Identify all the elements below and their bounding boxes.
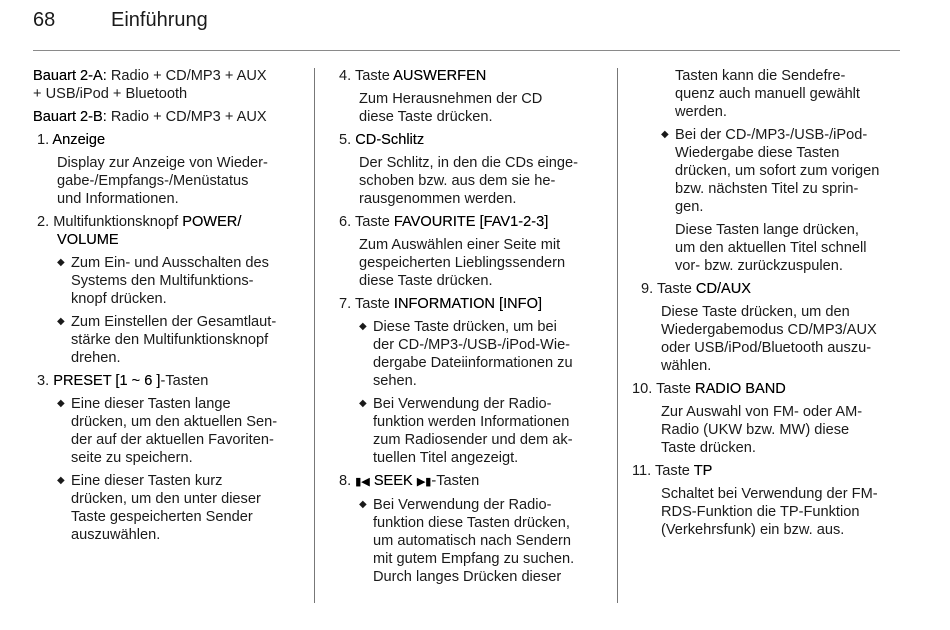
skip-forward-icon: ▶▮ — [416, 476, 432, 488]
bullet-item — [339, 496, 609, 586]
text-line: quenz auch manuell gewählt — [675, 86, 860, 102]
text-line: Wiedergabe diese Tasten — [675, 145, 840, 161]
bullet-item — [33, 254, 303, 308]
text-line: Radio (UKW bzw. MW) diese — [661, 422, 850, 438]
column-3 — [632, 67, 907, 544]
text-line: funktion werden Informationen — [373, 414, 570, 430]
item-title: CD-Schlitz — [355, 132, 425, 148]
item-number: 8. — [339, 473, 352, 489]
item-title: FAVOURITE [FAV1-2-3] — [393, 214, 549, 230]
text-line: auszuwählen. — [71, 527, 161, 543]
text-line: -Tasten — [160, 373, 209, 389]
bullet-paragraph — [632, 221, 907, 275]
text-line: drehen. — [71, 350, 121, 366]
bauart-a-text: Radio + CD/MP3 + AUX — [106, 68, 267, 84]
item-number: 4. — [339, 68, 352, 84]
list-item — [632, 280, 907, 298]
text-line: um automatisch nach Sendern — [373, 533, 571, 549]
diamond-bullet-icon: ◆ — [57, 257, 65, 268]
column-divider-1 — [314, 68, 315, 603]
text-line: vor- bzw. zurückzuspulen. — [675, 258, 843, 274]
diamond-bullet-icon: ◆ — [57, 398, 65, 409]
item-title: INFORMATION [INFO] — [393, 296, 542, 312]
list-item — [339, 295, 609, 313]
text-line: Bei der CD-/MP3-/USB-/iPod- — [675, 127, 868, 143]
text-line: wählen. — [661, 358, 712, 374]
text-line: dergabe Dateiinformationen zu — [373, 355, 573, 371]
item-title-cont — [33, 231, 303, 249]
bullet-item — [33, 313, 303, 367]
bauart-b — [33, 108, 303, 126]
text-line: gen. — [675, 199, 704, 215]
list-item — [339, 131, 609, 149]
bullet-continuation — [632, 67, 907, 121]
item-description — [339, 154, 609, 208]
text-line: Schaltet bei Verwendung der FM- — [661, 486, 878, 502]
text-line: zum Radiosender und dem ak- — [373, 432, 573, 448]
text-line: diese Taste drücken. — [359, 109, 493, 125]
text-line: Display zur Anzeige von Wieder- — [57, 155, 268, 171]
bauart-a-label: Bauart 2-A: — [33, 68, 107, 84]
text-line: Diese Tasten lange drücken, — [675, 222, 859, 238]
item-number: 9. — [641, 281, 654, 297]
text-line: oder USB/iPod/Bluetooth auszu- — [661, 340, 872, 356]
text-line: seite zu speichern. — [71, 450, 193, 466]
item-description — [339, 236, 609, 290]
item-title: SEEK — [373, 473, 413, 489]
item-number: 2. — [37, 214, 50, 230]
text-line: Der Schlitz, in den die CDs einge- — [359, 155, 579, 171]
text-line: funktion diese Tasten drücken, — [373, 515, 570, 531]
text-line: Diese Taste drücken, um den — [661, 304, 850, 320]
item-title: TP — [693, 463, 713, 479]
list-item — [33, 213, 303, 231]
text-line: Taste — [655, 463, 694, 479]
text-line: drücken, um den unter dieser — [71, 491, 261, 507]
text-line: Bei Verwendung der Radio- — [373, 396, 552, 412]
text-line: Zum Herausnehmen der CD — [359, 91, 543, 107]
text-line: Durch langes Drücken dieser — [373, 569, 562, 585]
list-item — [632, 380, 907, 398]
diamond-bullet-icon: ◆ — [57, 475, 65, 486]
diamond-bullet-icon: ◆ — [359, 398, 367, 409]
text-line: drücken, um sofort zum vorigen — [675, 163, 880, 179]
text-line: Diese Taste drücken, um bei — [373, 319, 557, 335]
text-line: drücken, um den aktuellen Sen- — [71, 414, 278, 430]
bauart-a-text-2: + USB/iPod + Bluetooth — [33, 86, 188, 102]
header-rule — [33, 50, 900, 51]
text-line: tuellen Titel angezeigt. — [373, 450, 519, 466]
bauart-b-text: Radio + CD/MP3 + AUX — [106, 109, 267, 125]
item-title: PRESET [1 ~ 6 ] — [53, 373, 161, 389]
bullet-item — [339, 318, 609, 390]
text-line: Taste — [656, 381, 696, 397]
item-number: 5. — [339, 132, 352, 148]
page-number: 68 — [33, 9, 56, 31]
text-line: Eine dieser Tasten lange — [71, 396, 231, 412]
text-line: RDS-Funktion die TP-Funktion — [661, 504, 860, 520]
list-item — [632, 462, 907, 480]
text-line: mit gutem Empfang zu suchen. — [373, 551, 575, 567]
item-number: 3. — [37, 373, 50, 389]
item-description — [632, 485, 907, 539]
text-line: Taste gespeicherten Sender — [71, 509, 253, 525]
text-line: Taste — [354, 296, 394, 312]
item-title: RADIO BAND — [695, 381, 786, 397]
text-line: werden. — [675, 104, 727, 120]
item-title: Anzeige — [52, 132, 106, 148]
text-line: der auf der aktuellen Favoriten- — [71, 432, 274, 448]
text-line: sehen. — [373, 373, 417, 389]
text-line: Systems den Multifunktions- — [71, 273, 254, 289]
text-line: gespeicherten Lieblingssendern — [359, 255, 566, 271]
text-line: rausgenommen werden. — [359, 191, 517, 207]
text-line: -Tasten — [431, 473, 480, 489]
item-description — [33, 154, 303, 208]
list-item — [33, 131, 303, 149]
item-number: 11. — [632, 463, 652, 479]
text-line: der CD-/MP3-/USB-/iPod-Wie- — [373, 337, 571, 353]
page-title: Einführung — [111, 9, 208, 31]
text-line: diese Taste drücken. — [359, 273, 493, 289]
text-line: gabe-/Empfangs-/Menüstatus — [57, 173, 249, 189]
text-line: und Informationen. — [57, 191, 179, 207]
item-title: VOLUME — [57, 232, 119, 248]
item-number: 1. — [37, 132, 50, 148]
text-line: Tasten kann die Sendefre- — [675, 68, 846, 84]
text-line: Taste drücken. — [661, 440, 756, 456]
text-line: knopf drücken. — [71, 291, 167, 307]
text-line: (Verkehrsfunk) ein bzw. aus. — [661, 522, 845, 538]
bullet-item — [632, 126, 907, 216]
column-2 — [339, 67, 609, 591]
text-line: stärke den Multifunktionsknopf — [71, 332, 269, 348]
text-line: Taste — [656, 281, 696, 297]
item-description — [632, 403, 907, 457]
text-line: schoben bzw. aus dem sie he- — [359, 173, 556, 189]
skip-back-icon: ▮◀ — [355, 476, 370, 488]
text-line: Taste — [354, 68, 394, 84]
text-line: Eine dieser Tasten kurz — [71, 473, 223, 489]
item-title: CD/AUX — [695, 281, 752, 297]
item-number: 10. — [632, 381, 653, 397]
diamond-bullet-icon: ◆ — [359, 499, 367, 510]
text-line: Zum Auswählen einer Seite mit — [359, 237, 561, 253]
list-item — [339, 67, 609, 85]
text-line: Bei Verwendung der Radio- — [373, 497, 552, 513]
text-line: Zum Ein- und Ausschalten des — [71, 255, 269, 271]
text-line: Taste — [354, 214, 394, 230]
text-line: Zum Einstellen der Gesamtlaut- — [71, 314, 277, 330]
text-line: Zur Auswahl von FM- oder AM- — [661, 404, 863, 420]
text-line: bzw. nächsten Titel zu sprin- — [675, 181, 859, 197]
bullet-item — [33, 395, 303, 467]
text-line: Multifunktionsknopf — [53, 214, 183, 230]
list-item — [339, 213, 609, 231]
bauart-b-label: Bauart 2-B: — [33, 109, 107, 125]
list-item — [339, 472, 609, 491]
item-title: AUSWERFEN — [393, 68, 487, 84]
item-description — [632, 303, 907, 375]
text-line: Wiedergabemodus CD/MP3/AUX — [661, 322, 877, 338]
column-1 — [33, 67, 303, 549]
item-title: POWER/ — [182, 214, 242, 230]
diamond-bullet-icon: ◆ — [57, 316, 65, 327]
bullet-item — [339, 395, 609, 467]
bauart-a — [33, 67, 303, 103]
column-divider-2 — [617, 68, 618, 603]
item-number: 7. — [339, 296, 352, 312]
diamond-bullet-icon: ◆ — [359, 321, 367, 332]
item-description — [339, 90, 609, 126]
bullet-item — [33, 472, 303, 544]
list-item — [33, 372, 303, 390]
diamond-bullet-icon: ◆ — [661, 129, 669, 140]
item-number: 6. — [339, 214, 352, 230]
text-line: um den aktuellen Titel schnell — [675, 240, 867, 256]
